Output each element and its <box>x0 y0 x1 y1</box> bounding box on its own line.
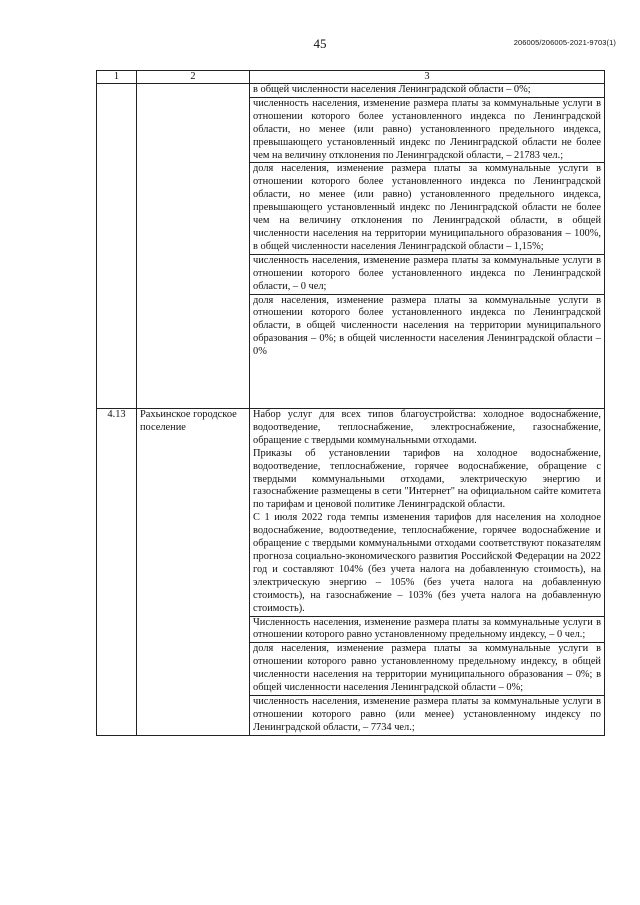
document-code: 206005/206005-2021-9703(1) <box>513 38 616 47</box>
column-header-2: 2 <box>137 71 250 84</box>
paragraph: Набор услуг для всех типов благоустройства: холодное водоснабжение, водоотведение, теплоснабжение, электроснабжение, газоснабжение, обращение с твердыми коммунальными отходами. <box>253 409 601 446</box>
paragraph: доля населения, изменение размера платы за коммунальные услуги в отношении которого более установленного индекса по Ленинградской области, но менее (или равно) установленного предельного индекса, превышающего установленный индекс по Ленинградской области не более чем на величину отклонения по Ленинградской области, в общей численности населения на территории муниципального образования – 100%, в общей численности населения Ленинградской области – 1,15%; <box>253 163 601 252</box>
paragraph: Численность населения, изменение размера платы за коммунальные услуги в отношении которого равно установленному предельному индексу, – 0 чел.; <box>253 616 601 641</box>
text-block <box>253 617 601 643</box>
table-header-row <box>97 71 605 84</box>
text-block <box>253 643 601 695</box>
paragraph: доля населения, изменение размера платы за коммунальные услуги в отношении которого равно установленному предельному индексу, в общей численности населения на территории муниципального образования – 0%; в общей численности населения Ленинградской области – 0%; <box>253 643 601 694</box>
table-row <box>97 84 605 409</box>
text-block <box>253 696 601 735</box>
document-table <box>96 70 605 736</box>
paragraph: численность населения, изменение размера платы за коммунальные услуги в отношении которого более установленного индекса по Ленинградской области, – 0 чел; <box>253 254 601 292</box>
paragraph: С 1 июля 2022 года темпы изменения тарифов для населения на холодное водоснабжение, водоотведение, теплоснабжение, горячее водоснабжение и обращение с твердыми коммунальными отходами соответствуют показателям прогноза социально-экономического развития Российской Федерации на 2022 год и составляют 104% (без учета налога на добавленную стоимость), на электрическую энергию – 105% (без учета налога на добавленную стоимость), на газоснабжение – 103% (без учета налога на добавленную стоимость). <box>253 512 601 614</box>
column-header-1: 1 <box>97 71 137 84</box>
row-description <box>250 84 605 409</box>
municipality-name <box>137 84 250 409</box>
paragraph: численность населения, изменение размера платы за коммунальные услуги в отношении которого более установленного индекса по Ленинградской области, но менее (или равно) установленного предельного индекса, превышающего установленный индекс по Ленинградской области не более чем на величину отклонения по Ленинградской области, – 21783 чел.; <box>253 97 601 161</box>
text-block <box>253 98 601 163</box>
column-header-3: 3 <box>250 71 605 84</box>
paragraph: в общей численности населения Ленинградской области – 0%; <box>253 84 531 95</box>
paragraph: численность населения, изменение размера платы за коммунальные услуги в отношении которого равно (или менее) установленному индексу по Ленинградской области, – 7734 чел.; <box>253 695 601 733</box>
row-number <box>97 84 137 409</box>
text-block <box>253 295 601 360</box>
page-number: 45 <box>313 36 327 51</box>
paragraph: доля населения, изменение размера платы за коммунальные услуги в отношении которого более установленного индекса по Ленинградской области, в общей численности населения на территории муниципального образования – 0%; в общей численности населения Ленинградской области – 0% <box>253 294 601 358</box>
row-description <box>250 409 605 736</box>
text-block <box>253 409 601 616</box>
text-block <box>253 84 601 97</box>
row-number: 4.13 <box>97 409 137 736</box>
table-row <box>97 409 605 736</box>
text-block <box>253 255 601 294</box>
municipality-name: Рахьинское городское поселение <box>137 409 250 736</box>
text-block <box>253 163 601 253</box>
paragraph: Приказы об установлении тарифов на холодное водоснабжение, водоотведение, теплоснабжение, горячее водоснабжение, обращение с твердыми коммунальными отходами, электрическую энергию и газоснабжение размещены в сети "Интернет" на официальном сайте комитета по тарифам и ценовой политике Ленинградской области. <box>253 447 601 511</box>
